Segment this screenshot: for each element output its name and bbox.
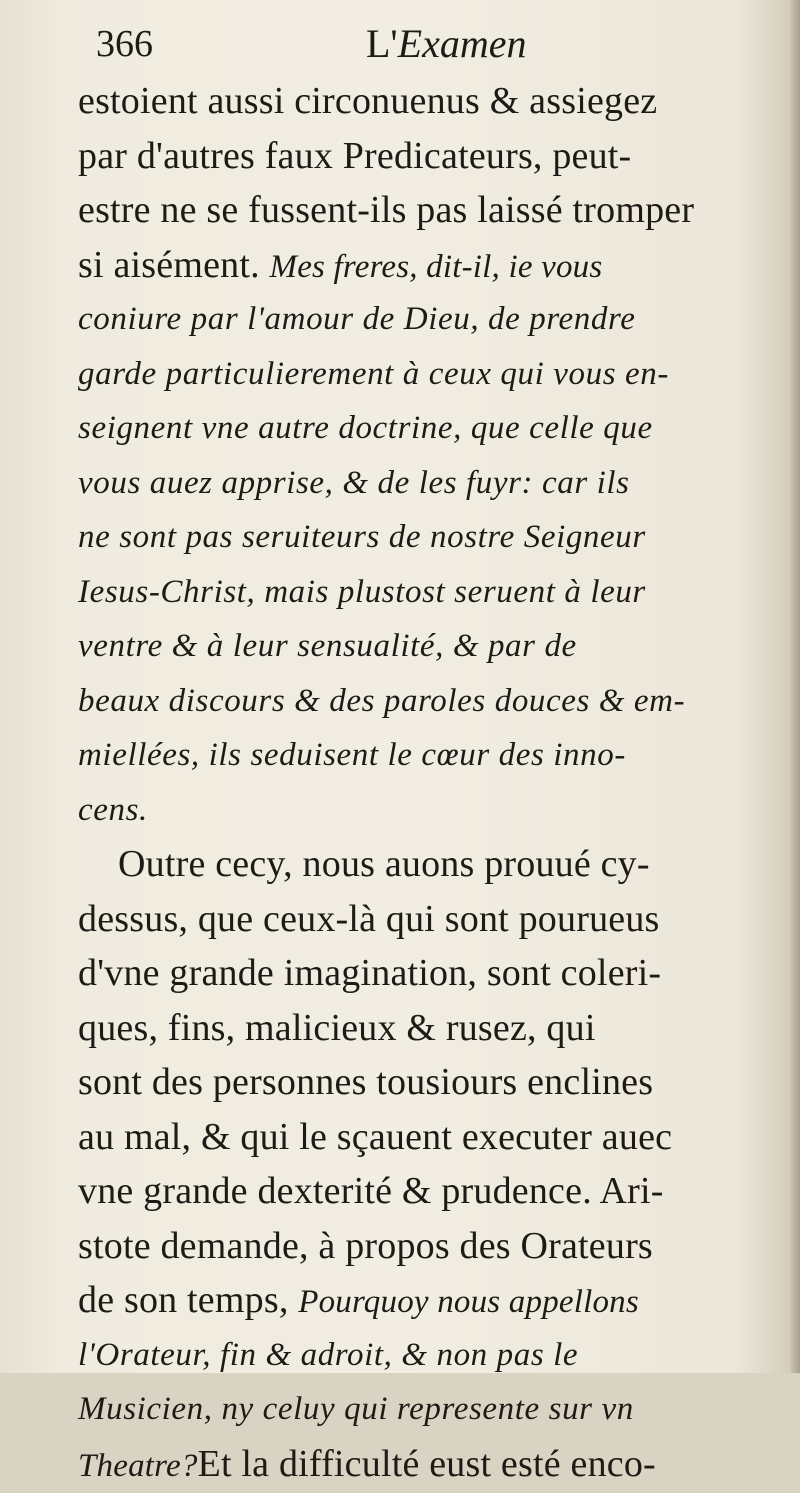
- quotation-line: beaux discours & des paroles douces & em-: [78, 682, 686, 719]
- body-text: [78, 74, 768, 1491]
- quotation-line: seignent vne autre doctrine, que celle que: [78, 410, 653, 446]
- page-number: 366: [96, 23, 153, 65]
- text-line: au mal, & qui le sçauent executer auec: [78, 1115, 673, 1158]
- quotation-line: ne sont pas seruiteurs de nostre Seigneur: [78, 519, 646, 555]
- text-line: d'vne grande imagination, sont coleri-: [78, 952, 662, 994]
- quotation-span: Theatre?: [78, 1447, 198, 1484]
- text-span: si aisément.: [78, 243, 260, 286]
- text-line: dessus, que ceux-là qui sont pourueus: [78, 897, 660, 940]
- quotation-line: l'Orateur, fin & adroit, & non pas le: [78, 1336, 579, 1373]
- quotation-line: coniure par l'amour de Dieu, de prendre: [78, 301, 636, 337]
- running-title: [366, 20, 526, 67]
- text-line: [78, 1273, 768, 1328]
- text-line: vne grande dexterité & prudence. Ari-: [78, 1170, 664, 1212]
- quotation-span: Pourquoy nous appellons: [298, 1284, 639, 1320]
- text-span: de son temps,: [78, 1279, 289, 1321]
- quotation-line: cens.: [78, 791, 148, 828]
- quotation-span: Mes freres, dit-il, ie vous: [269, 248, 603, 285]
- page-edge-shadow: [790, 0, 800, 1373]
- text-line: estoient aussi circonuenus & assiegez: [78, 80, 658, 122]
- text-span: Et la difficulté eust esté enco-: [197, 1442, 656, 1485]
- text-line: par d'autres faux Predicateurs, peut-: [78, 134, 632, 177]
- running-title-prefix: L': [366, 21, 398, 66]
- quotation-line: Musicien, ny celuy qui represente sur vn: [78, 1391, 634, 1427]
- quotation-line: vous auez apprise, & de les fuyr: car ils: [78, 464, 630, 501]
- paragraph-start-line: Outre cecy, nous auons prouué cy-: [118, 843, 650, 885]
- text-line: estre ne se fussent-ils pas laissé tromper: [78, 189, 695, 231]
- quotation-line: garde particulierement à ceux qui vous en-: [78, 355, 669, 392]
- page-header: [96, 16, 740, 72]
- text-line: stote demande, à propos des Orateurs: [78, 1224, 653, 1267]
- quotation-line: ventre & à leur sensualité, & par de: [78, 628, 577, 664]
- running-title-word: Examen: [397, 21, 527, 66]
- text-line: ques, fins, malicieux & rusez, qui: [78, 1006, 596, 1049]
- text-line: sont des personnes tousiours enclines: [78, 1061, 654, 1103]
- quotation-line: Iesus-Christ, mais plustost seruent à leur: [78, 573, 646, 610]
- text-line: [78, 1437, 768, 1492]
- quotation-line: miellées, ils seduisent le cœur des inno-: [78, 737, 626, 773]
- text-line: [78, 238, 768, 293]
